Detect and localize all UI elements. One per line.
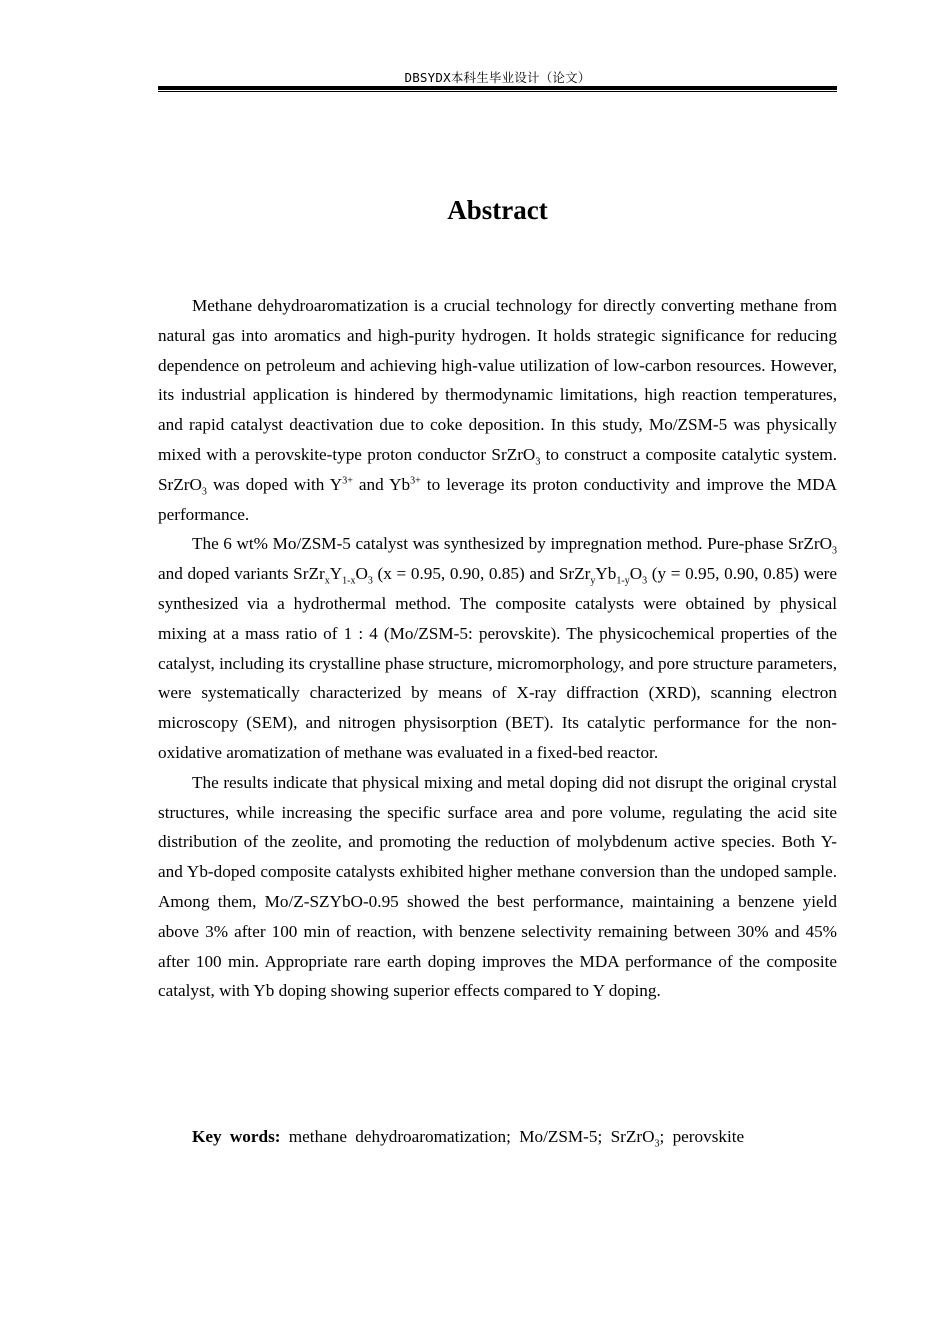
keywords-label: Key words: <box>192 1127 281 1146</box>
abstract-paragraph-1: Methane dehydroaromatization is a crucial technology for directly converting methane from natural gas into aromatics and high-purity hydrogen. It holds strategic significance for reducing dependence on petroleum and achieving high-value utilization of low-carbon resources. However, its industrial application is hindered by thermodynamic limitations, high reaction temperatures, and rapid catalyst deactivation due to coke deposition. In this study, Mo/ZSM-5 was physically mixed with a perovskite-type proton conductor SrZrO$_3$ to construct a composite catalytic system. SrZrO$_3$ was doped with $Y^{3+}$ and $Yb^{3+}$ to leverage its proton conductivity and improve the MDA performance. <box>158 296 837 524</box>
abstract-body <box>158 291 837 1006</box>
keywords-text: methane dehydroaromatization; Mo/ZSM-5; SrZrO <box>280 1127 655 1146</box>
page-title: Abstract <box>447 195 548 225</box>
header-rule-thin <box>158 91 837 92</box>
header-rule-thick <box>158 86 837 90</box>
abstract-paragraph-3: The results indicate that physical mixing and metal doping did not disrupt the original crystal structures, while increasing the specific surface area and pore volume, regulating the acid site distribution of the zeolite, and promoting the reduction of molybdenum active species. Both Y- and Yb-doped composite catalysts exhibited higher methane conversion than the undoped sample. Among them, Mo/Z-SZYbO-0.95 showed the best performance, maintaining a benzene yield above 3% after 100 min of reaction, with benzene selectivity remaining between 30% and 45% after 100 min. Appropriate rare earth doping improves the MDA performance of the composite catalyst, with Yb doping showing superior effects compared to Y doping. <box>158 772 837 1001</box>
running-header: DBSYDX本科生毕业设计（论文） <box>404 70 591 85</box>
keywords-line: Key words: methane dehydroaromatization; Mo/ZSM-5; SrZrO$_3$; perovskite <box>192 1127 745 1150</box>
abstract-paragraph-2: The 6 wt% Mo/ZSM-5 catalyst was synthesized by impregnation method. Pure-phase SrZrO$_3$ and doped variants $SrZr_xY_{1-x}O_3$ (x = 0.95, 0.90, 0.85) and $SrZr_yYb_{1-y}O_3$ (y = 0.95, 0.90, 0.85) were synthesized via a hydrothermal method. The composite catalysts were obtained by physical mixing at a mass ratio of 1 : 4 (Mo/ZSM-5: perovskite). The physicochemical properties of the catalyst, including its crystalline phase structure, micromorphology, and pore structure parameters, were systematically characterized by means of X-ray diffraction (XRD), scanning electron microscopy (SEM), and nitrogen physisorption (BET). Its catalytic performance for the non-oxidative aromatization of methane was evaluated in a fixed-bed reactor. <box>158 534 837 762</box>
